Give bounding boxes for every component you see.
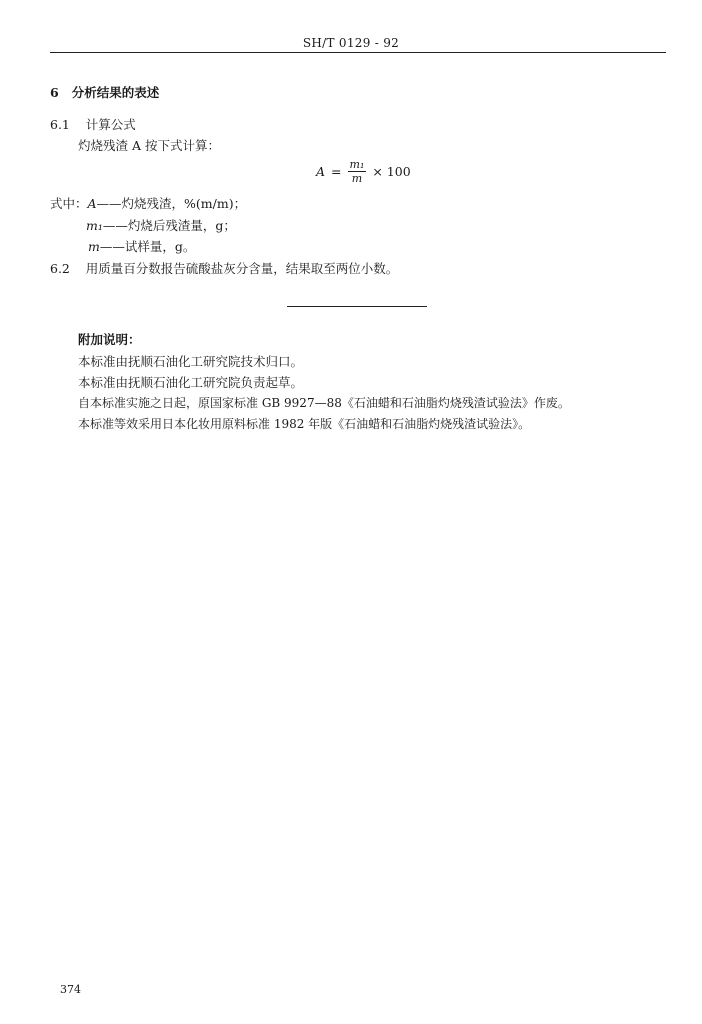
where-dash: ——: [96, 196, 122, 211]
notes-line: 本标准等效采用日本化妆用原料标准 1982 年版《石油蜡和石油脂灼烧残渣试验法》。: [78, 417, 531, 431]
notes-line: 自本标准实施之日起，原国家标准 GB 9927—88《石油蜡和石油脂灼烧残渣试验法》作废。: [78, 396, 570, 410]
where-symbol: A: [87, 196, 97, 211]
subsection-6-2-text: 用质量百分数报告硫酸盐灰分含量，结果取至两位小数。: [85, 261, 399, 276]
section-6-title: 分析结果的表述: [71, 85, 160, 100]
where-dash: ——: [102, 218, 128, 233]
where-line-a: [50, 194, 246, 212]
where-line-m1: [86, 216, 236, 234]
where-desc: 灼烧残渣，%(m/m)；: [121, 196, 247, 211]
page-number: 374: [60, 983, 81, 996]
where-dash: ——: [99, 239, 125, 254]
notes-title: 附加说明：: [78, 332, 141, 347]
subsection-6-1-number: 6.1: [50, 117, 70, 132]
formula-multiplier: × 100: [372, 164, 411, 179]
notes-line: 本标准由抚顺石油化工研究院技术归口。: [78, 354, 304, 369]
document-code-header: SH/T 0129 - 92: [302, 36, 400, 50]
where-line-m: [88, 237, 195, 255]
where-desc: 灼烧后残渣量，g；: [127, 218, 236, 233]
section-6-number: 6: [50, 85, 59, 100]
formula-intro: 灼烧残渣 A 按下式计算：: [78, 138, 220, 153]
subsection-6-1-heading: [50, 115, 136, 133]
where-lead: 式中：: [50, 196, 88, 211]
header-rule: [50, 52, 666, 53]
where-symbol: m: [88, 239, 100, 254]
subsection-6-2-number: 6.2: [50, 261, 70, 276]
subsection-6-2: [50, 259, 398, 277]
formula-numerator: m₁: [349, 158, 365, 171]
formula-equals: =: [331, 164, 342, 179]
formula-denominator: m: [351, 172, 363, 185]
where-symbol: m₁: [86, 218, 103, 233]
formula-fraction: [348, 158, 367, 185]
ash-formula: [316, 158, 411, 185]
subsection-6-1-title: 计算公式: [85, 117, 136, 132]
formula-lhs: A: [316, 164, 326, 179]
where-desc: 试样量，g。: [124, 239, 196, 254]
notes-line: 本标准由抚顺石油化工研究院负责起草。: [78, 375, 304, 390]
section-6-heading: [50, 83, 159, 101]
section-divider: [287, 306, 427, 307]
